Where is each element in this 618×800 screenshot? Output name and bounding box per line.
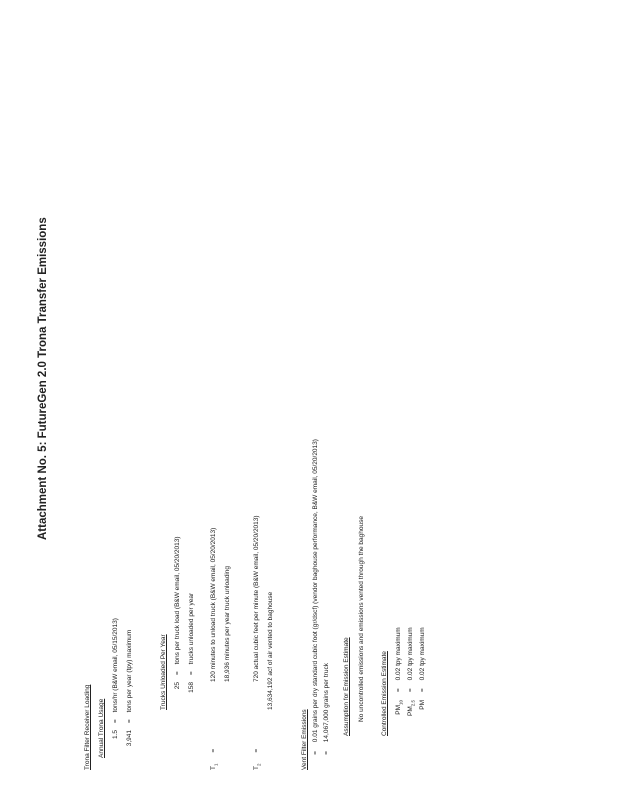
t1-sub: 1 [213,763,219,767]
controlled-row-pm [420,627,428,722]
trona-row-1-desc: tons/hr (B&W email, 05/15/2013) [112,618,119,713]
pm10-sub: 10 [398,700,404,706]
assumption-heading: Assumption for Emission Estimate [343,637,350,736]
trona-row-2 [127,630,134,758]
t1-eq: = [210,748,217,753]
pm25-eq: = [407,688,414,693]
trona-filter-heading: Trona Filter Receiver Loading [84,684,91,770]
trucks-heading: Trucks Unloaded Per Year [160,634,167,710]
t2-eq: = [253,748,260,753]
pm25-label: PM [407,706,414,717]
t1-var: T [210,766,217,770]
trona-row-1 [113,618,120,758]
assumption-text: No uncontrolled emissions and emissions vented through the baghouse [358,516,365,722]
t2-line-1: 720 actual cubic feet per minute (B&W email, 05/20/2013) [253,515,260,682]
trucks-row-1 [175,536,182,710]
controlled-row-pm25 [408,627,416,722]
t1-label [211,740,219,770]
pm-label: PM [419,700,426,710]
vent-row-1-desc: 0.01 grains per dry standard cubic foot (gr/dscf) (vendor baghouse performance, B&W email, 05/20/2013) [312,439,319,743]
vent-row-2 [324,663,331,762]
t1-line-2: 18,936 minutes per year truck unloading [224,566,231,682]
trucks-row-1-desc: tons per truck load (B&W email, 05/20/2013) [174,536,181,665]
t2-line-2: 13,634,192 acf of air vented to baghouse [267,591,274,710]
vent-row-1-eq: = [312,751,319,755]
trona-row-1-value: 1.5 [112,730,119,740]
pm25-desc: 0.02 tpy maximum [407,627,414,681]
pm-desc: 0.02 tpy maximum [419,627,426,681]
trucks-row-1-value: 25 [174,682,181,690]
t1-line-1: 120 minutes to unload truck (B&W email, 05/20/2013) [210,527,217,682]
vent-row-2-eq: = [323,751,330,755]
trona-row-1-eq: = [112,719,119,724]
trucks-row-1-eq: = [174,671,181,676]
controlled-row-pm10 [396,627,404,722]
pm10-label: PM [395,705,402,715]
t2-sub: 2 [256,763,262,767]
trona-row-2-desc: tons per year (tpy) maximum [126,629,133,713]
vent-row-1 [313,439,320,762]
trona-row-2-value: 3,941 [126,730,133,747]
trucks-row-2-desc: trucks unloaded per year [188,592,195,665]
trona-row-2-eq: = [126,719,133,724]
t2-var: T [253,766,260,770]
pm-eq: = [419,688,426,693]
vent-filter-heading: Vent Filter Emissions [301,709,308,770]
controlled-heading: Controlled Emission Estimate [381,651,388,736]
rotated-content [30,120,426,770]
t2-label [254,740,262,770]
vent-row-2-desc: 14,067,000 grains per truck [323,663,330,743]
trucks-row-2 [189,593,196,710]
trucks-row-2-eq: = [188,671,195,676]
pm25-sub: 2.5 [410,700,416,707]
annual-usage-heading: Annual Trona Usage [98,698,105,758]
pm10-eq: = [395,688,402,693]
page-title: Attachment No. 5: FutureGen 2.0 Trona Transfer Emissions [37,217,49,540]
trucks-row-2-value: 158 [188,682,195,693]
pm10-desc: 0.02 tpy maximum [395,627,402,681]
